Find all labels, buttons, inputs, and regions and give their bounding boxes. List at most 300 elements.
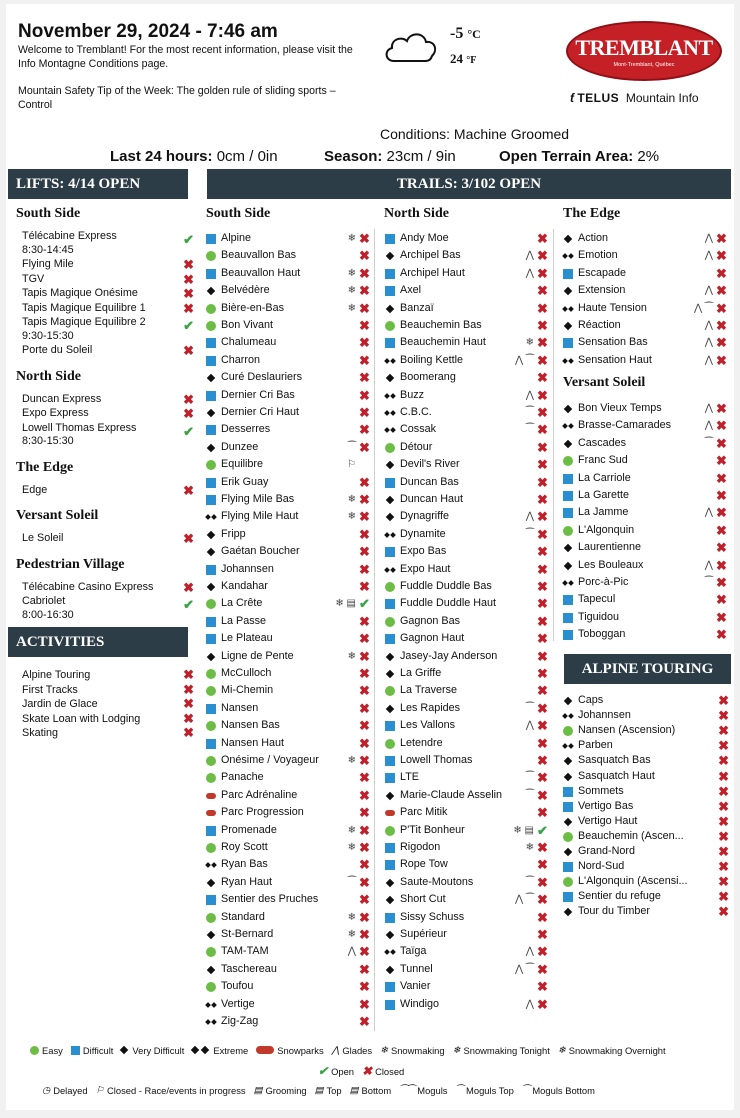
trail-row[interactable] — [385, 961, 550, 978]
trail-name: Parc Progression — [221, 806, 304, 819]
trail-row[interactable] — [385, 613, 550, 630]
closed-x-icon: ✖ — [718, 889, 729, 905]
trail-row[interactable] — [563, 504, 729, 521]
trail-row[interactable] — [206, 648, 372, 665]
trail-row[interactable] — [206, 439, 372, 456]
trail-row[interactable] — [206, 926, 372, 943]
closed-x-icon: ✖ — [537, 492, 548, 507]
trail-condition-icon: ⋀ — [347, 946, 356, 958]
alpine-row[interactable] — [563, 844, 729, 859]
extreme-icon — [206, 512, 216, 522]
trail-row[interactable] — [385, 595, 550, 612]
lift-item[interactable] — [22, 581, 194, 595]
trail-row[interactable] — [206, 456, 372, 473]
trail-row[interactable] — [385, 996, 550, 1013]
trail-row[interactable] — [385, 387, 550, 404]
legend-moguls-bottom — [522, 1084, 595, 1096]
trail-row[interactable] — [206, 943, 372, 960]
closed-x-icon: ✖ — [359, 613, 370, 629]
very-difficult-icon — [385, 895, 395, 905]
trail-row[interactable] — [206, 787, 372, 804]
trail-row[interactable] — [206, 300, 372, 317]
trail-name: Rope Tow — [400, 858, 448, 871]
terrain-stat — [499, 148, 659, 165]
trail-name: Les Bouleaux — [578, 558, 644, 571]
closed-x-icon: ✖ — [359, 405, 370, 420]
trail-row[interactable] — [206, 526, 372, 543]
closed-x-icon: ✖ — [359, 474, 370, 490]
very-difficult-icon — [385, 495, 395, 505]
trail-row[interactable] — [563, 452, 729, 469]
trail-row[interactable] — [563, 417, 729, 434]
closed-x-icon: ✖ — [359, 387, 370, 403]
lift-item[interactable] — [22, 316, 194, 343]
trail-name: Bon Vivant — [221, 319, 274, 331]
grooming-conditions: Conditions: Machine Groomed — [380, 126, 570, 142]
trail-name: Windigo — [400, 997, 440, 1010]
activity-item[interactable] — [22, 668, 194, 683]
closed-x-icon: ✖ — [537, 422, 548, 438]
lift-name: TGV — [22, 272, 45, 285]
trail-row[interactable] — [206, 856, 372, 873]
tremblant-logo[interactable] — [566, 21, 722, 81]
trail-row[interactable] — [563, 487, 729, 504]
welcome-text: Welcome to Tremblant! For the most recent information, please visit the Info Montagne Conditions page. — [18, 44, 353, 70]
very-difficult-icon — [385, 460, 395, 470]
difficult-icon — [563, 338, 573, 348]
trail-name: Curé Deslauriers — [221, 371, 303, 384]
temp-f-value: 24 — [450, 51, 463, 66]
closed-x-icon: ✖ — [537, 544, 548, 560]
trail-name: Axel — [400, 284, 422, 297]
trail-row[interactable] — [385, 456, 550, 473]
closed-x-icon: ✖ — [183, 300, 194, 316]
trail-name: Zig-Zag — [221, 1015, 259, 1027]
trail-name: La Crête — [221, 597, 263, 610]
trail-row[interactable] — [206, 561, 372, 578]
closed-x-icon: ✖ — [359, 648, 370, 664]
alpine-trail-name: Nord-Sud — [578, 860, 625, 873]
season-label: Season: — [324, 148, 383, 165]
alpine-row[interactable] — [563, 859, 729, 874]
trail-condition-icon: ⋀ — [704, 285, 713, 297]
difficult-icon — [206, 269, 216, 279]
difficult-icon — [385, 234, 395, 244]
trail-row[interactable] — [385, 474, 550, 491]
alpine-row[interactable] — [563, 829, 729, 844]
trail-row[interactable] — [563, 230, 729, 247]
closed-x-icon: ✖ — [718, 753, 729, 769]
trail-row[interactable] — [206, 334, 372, 351]
conditions-page — [6, 4, 734, 1110]
closed-x-icon: ✖ — [359, 422, 370, 438]
alpine-trail-name: Caps — [578, 694, 604, 706]
alpine-row[interactable] — [563, 799, 729, 814]
trail-row[interactable] — [563, 539, 729, 556]
trail-name: Desserres — [221, 423, 271, 436]
trail-condition-icon: ⋀ — [525, 250, 534, 262]
alpine-row[interactable] — [563, 889, 729, 904]
trail-row[interactable] — [206, 265, 372, 282]
trail-row[interactable] — [385, 230, 550, 247]
trail-row[interactable] — [385, 839, 550, 856]
trail-row[interactable] — [385, 561, 550, 578]
alpine-row[interactable] — [563, 904, 729, 919]
trail-row[interactable] — [563, 282, 729, 299]
season-in: 9in — [435, 148, 456, 165]
lift-item[interactable] — [22, 258, 194, 272]
trail-condition-icon: ⋀ ⁀ — [514, 963, 534, 975]
trail-row[interactable] — [206, 839, 372, 856]
very-difficult-icon — [385, 512, 395, 522]
alpine-row[interactable] — [563, 708, 729, 723]
trail-row[interactable] — [563, 300, 729, 317]
trail-row[interactable] — [206, 961, 372, 978]
very-difficult-icon — [563, 907, 573, 917]
closed-x-icon: ✖ — [537, 439, 548, 455]
closed-x-icon: ✖ — [537, 805, 548, 821]
trail-row[interactable] — [385, 300, 550, 317]
lift-item[interactable] — [22, 422, 194, 449]
closed-x-icon: ✖ — [718, 723, 729, 739]
very-difficult-icon — [206, 582, 216, 592]
trail-row[interactable] — [206, 752, 372, 769]
trail-row[interactable] — [206, 543, 372, 560]
trail-row[interactable] — [206, 613, 372, 630]
alpine-row[interactable] — [563, 693, 729, 708]
lift-name: Cabriolet — [22, 595, 66, 607]
snow-stats — [6, 148, 740, 170]
trail-row[interactable] — [385, 822, 550, 839]
trail-row[interactable] — [385, 978, 550, 995]
trail-condition-icon: ❄ — [525, 337, 534, 349]
trail-name: La Carriole — [578, 471, 631, 484]
trail-row[interactable] — [206, 282, 372, 299]
lift-item[interactable] — [22, 393, 194, 407]
trail-condition-icon: ⋀ ⁀ — [693, 302, 713, 314]
lift-item[interactable] — [22, 344, 194, 358]
lift-name: Flying Mile — [22, 258, 74, 270]
extreme-icon — [563, 251, 573, 261]
lift-hours: 8:30-14:45 — [22, 243, 74, 256]
very-difficult-icon — [206, 878, 216, 888]
closed-x-icon: ✖ — [183, 257, 194, 272]
trail-row[interactable] — [385, 787, 550, 804]
closed-x-icon: ✖ — [537, 405, 548, 420]
trail-row[interactable] — [385, 526, 550, 543]
trail-row[interactable] — [206, 822, 372, 839]
trail-row[interactable] — [385, 578, 550, 595]
lift-item[interactable] — [22, 532, 194, 546]
extreme-icon — [563, 578, 573, 588]
trail-row[interactable] — [206, 421, 372, 438]
trail-name: Dernier Cri Bas — [221, 388, 295, 401]
trail-row[interactable] — [385, 752, 550, 769]
legend-moguls — [399, 1084, 447, 1096]
trail-name: Archipel Haut — [400, 266, 465, 279]
trail-condition-icon: ⋀ ⁀ — [514, 354, 534, 366]
trail-condition-icon: ⁀ — [704, 577, 713, 588]
closed-x-icon: ✖ — [718, 768, 729, 784]
legend-overnight-label: Snowmaking Overnight — [568, 1044, 666, 1056]
trail-row[interactable] — [385, 508, 550, 525]
trail-condition-icon: ❄ — [347, 511, 356, 523]
easy-icon — [206, 843, 216, 853]
alpine-touring-header: ALPINE TOURING — [564, 654, 731, 684]
lift-item[interactable] — [22, 484, 194, 498]
extreme-icon — [385, 356, 395, 366]
trail-row[interactable] — [206, 891, 372, 908]
trail-condition-icon: ❄ — [347, 911, 356, 923]
extreme-icon — [191, 1046, 199, 1054]
trail-row[interactable] — [206, 996, 372, 1013]
trail-row[interactable] — [385, 247, 550, 264]
trail-row[interactable] — [563, 522, 729, 539]
very-difficult-icon — [206, 652, 216, 662]
trail-row[interactable] — [206, 578, 372, 595]
closed-x-icon: ✖ — [359, 579, 370, 594]
alpine-row[interactable] — [563, 769, 729, 784]
trail-row[interactable] — [206, 595, 372, 612]
closed-x-icon: ✖ — [183, 667, 194, 682]
trail-row[interactable] — [563, 609, 729, 626]
easy-icon — [563, 877, 573, 887]
closed-x-icon: ✖ — [359, 944, 370, 960]
trail-name: Saute-Moutons — [400, 875, 474, 888]
trail-name: Expo Haut — [400, 562, 451, 575]
trail-row[interactable] — [385, 265, 550, 282]
moguls-icon: ⁀⁀ — [399, 1084, 415, 1095]
trail-condition-icon: ⁀ — [525, 772, 534, 784]
trail-name: Nansen Bas — [221, 719, 280, 732]
trail-row[interactable] — [385, 352, 550, 369]
trail-name: Cossak — [400, 423, 437, 436]
trail-row[interactable] — [563, 247, 729, 264]
trail-condition-icon: ❄ — [347, 755, 356, 766]
activity-item[interactable] — [22, 726, 194, 741]
alpine-row[interactable] — [563, 738, 729, 753]
terrain-pct: 2% — [637, 148, 660, 165]
trail-row[interactable] — [385, 943, 550, 960]
trail-row[interactable] — [385, 909, 550, 926]
trail-row[interactable] — [385, 421, 550, 438]
trail-condition-icon: ❄ — [347, 824, 356, 836]
trail-row[interactable] — [206, 717, 372, 734]
closed-x-icon: ✖ — [359, 265, 370, 281]
trail-condition-icon: ⋀ — [704, 403, 713, 414]
trail-row[interactable] — [206, 1013, 372, 1030]
trail-name: Dynagriffe — [400, 510, 450, 523]
difficult-icon — [385, 860, 395, 870]
glades-icon: ⋀ — [331, 1044, 340, 1055]
trail-name: Taïga — [400, 945, 427, 958]
trail-row[interactable] — [206, 317, 372, 334]
trail-row[interactable] — [206, 874, 372, 891]
closed-x-icon: ✖ — [537, 509, 548, 525]
trail-row[interactable] — [385, 630, 550, 647]
trail-name: LTE — [400, 771, 419, 784]
closed-x-icon: ✖ — [718, 783, 729, 799]
trail-name: Chalumeau — [221, 336, 277, 349]
trail-row[interactable] — [385, 648, 550, 665]
trail-row[interactable] — [206, 491, 372, 508]
difficult-icon — [563, 491, 573, 501]
trail-row[interactable] — [206, 404, 372, 421]
trail-row[interactable] — [385, 874, 550, 891]
trail-row[interactable] — [563, 591, 729, 608]
alpine-row[interactable] — [563, 784, 729, 799]
temp-f-unit: °F — [466, 55, 477, 66]
trail-name: Sensation Bas — [578, 336, 648, 349]
trail-row[interactable] — [563, 435, 729, 452]
trail-condition-icon: ⁀ — [525, 789, 534, 801]
trail-row[interactable] — [206, 909, 372, 926]
trail-row[interactable] — [385, 317, 550, 334]
trail-row[interactable] — [385, 804, 550, 821]
trail-row[interactable] — [385, 282, 550, 299]
trail-row[interactable] — [385, 369, 550, 386]
trail-row[interactable] — [206, 769, 372, 786]
trail-row[interactable] — [385, 404, 550, 421]
trail-condition-icon: ❄ — [347, 650, 356, 662]
trail-row[interactable] — [563, 317, 729, 334]
easy-icon — [30, 1046, 39, 1055]
trail-row[interactable] — [385, 735, 550, 752]
trail-row[interactable] — [206, 804, 372, 821]
trail-condition-icon: ⋀ — [704, 320, 713, 331]
closed-x-icon: ✖ — [537, 927, 548, 942]
trail-row[interactable] — [206, 230, 372, 247]
trail-row[interactable] — [206, 508, 372, 525]
lift-item[interactable] — [22, 287, 194, 301]
trail-row[interactable] — [385, 891, 550, 908]
trail-row[interactable] — [206, 665, 372, 682]
trail-condition-icon: ❄ — [347, 285, 356, 297]
trail-row[interactable] — [206, 474, 372, 491]
trail-name: Devil's River — [400, 458, 460, 471]
lift-item[interactable] — [22, 230, 194, 257]
closed-x-icon: ✖ — [183, 286, 194, 301]
trail-condition-icon: ❄ ▤ — [335, 598, 356, 610]
trail-row[interactable] — [206, 352, 372, 369]
closed-x-icon: ✖ — [537, 718, 548, 734]
trail-row[interactable] — [385, 665, 550, 682]
trail-row[interactable] — [563, 574, 729, 591]
trail-condition-icon: ⋀ — [525, 267, 534, 279]
open-check-icon: ✔ — [183, 597, 194, 612]
trail-row[interactable] — [206, 682, 372, 699]
closed-x-icon: ✖ — [537, 874, 548, 890]
trail-row[interactable] — [206, 978, 372, 995]
trail-row[interactable] — [385, 717, 550, 734]
closed-x-icon: ✖ — [537, 387, 548, 403]
closed-x-icon: ✖ — [359, 753, 370, 768]
trail-row[interactable] — [563, 352, 729, 369]
trail-row[interactable] — [385, 491, 550, 508]
trail-name: Flying Mile Haut — [221, 510, 299, 523]
legend-tonight-label: Snowmaking Tonight — [463, 1044, 550, 1056]
closed-x-icon: ✖ — [716, 401, 727, 416]
trail-row[interactable] — [385, 682, 550, 699]
closed-x-icon: ✖ — [537, 770, 548, 786]
trail-row[interactable] — [206, 387, 372, 404]
easy-icon — [206, 686, 216, 696]
closed-x-icon: ✖ — [537, 613, 548, 629]
lift-item[interactable] — [22, 595, 194, 622]
trail-condition-icon: ⋀ — [704, 507, 713, 519]
lift-item[interactable] — [22, 273, 194, 287]
very-difficult-icon — [385, 304, 395, 314]
closed-x-icon: ✖ — [718, 813, 729, 829]
closed-x-icon: ✖ — [716, 283, 727, 299]
difficult-icon — [385, 338, 395, 348]
trail-row[interactable] — [385, 926, 550, 943]
trail-row[interactable] — [563, 626, 729, 643]
very-difficult-icon — [563, 543, 573, 553]
alpine-row[interactable] — [563, 723, 729, 738]
trail-row[interactable] — [385, 769, 550, 786]
legend-snowparks-label: Snowparks — [277, 1044, 324, 1056]
activity-item[interactable] — [22, 697, 194, 712]
difficult-icon — [206, 356, 216, 366]
trail-name: Rigodon — [400, 841, 441, 853]
trail-row[interactable] — [385, 700, 550, 717]
closed-x-icon: ✖ — [718, 693, 729, 708]
activity-item[interactable] — [22, 712, 194, 727]
alpine-trail-name: Sasquatch Haut — [578, 769, 655, 782]
trail-name: Equilibre — [221, 458, 264, 471]
closed-x-icon: ✖ — [716, 557, 727, 573]
season-cm: 23cm — [386, 148, 424, 165]
column-divider — [553, 229, 554, 641]
trail-row[interactable] — [563, 557, 729, 574]
report-date: November 29, 2024 - 7:46 am — [18, 21, 278, 42]
last24-in: 0in — [257, 148, 278, 165]
trail-row[interactable] — [206, 247, 372, 264]
trail-row[interactable] — [563, 400, 729, 417]
difficult-icon — [563, 613, 573, 623]
snowmaking-overnight-icon: ❄ — [557, 1044, 566, 1055]
trail-row[interactable] — [563, 265, 729, 282]
snowpark-icon — [385, 810, 395, 816]
trail-name: Belvédère — [221, 284, 270, 297]
trail-name: Tunnel — [400, 962, 433, 975]
trail-row[interactable] — [206, 735, 372, 752]
legend-race-label: Closed - Race/events in progress — [107, 1084, 246, 1096]
open-check-icon: ✔ — [183, 232, 194, 247]
lift-item[interactable] — [22, 407, 194, 421]
trail-row[interactable] — [385, 856, 550, 873]
trail-row[interactable] — [385, 543, 550, 560]
open-check-icon: ✔ — [183, 423, 194, 439]
alpine-row[interactable] — [563, 753, 729, 768]
trail-row[interactable] — [206, 630, 372, 647]
trail-row[interactable] — [206, 369, 372, 386]
alpine-row[interactable] — [563, 814, 729, 829]
trail-row[interactable] — [385, 334, 550, 351]
lift-item[interactable] — [22, 302, 194, 316]
trail-row[interactable] — [563, 334, 729, 351]
very-difficult-icon — [385, 704, 395, 714]
closed-x-icon: ✖ — [716, 231, 727, 246]
trail-name: La Traverse — [400, 684, 458, 697]
trail-row[interactable] — [563, 470, 729, 487]
trail-condition-icon: ⁀ — [347, 876, 356, 888]
alpine-row[interactable] — [563, 874, 729, 889]
trail-row[interactable] — [385, 439, 550, 456]
trail-row[interactable] — [206, 700, 372, 717]
activity-item[interactable] — [22, 683, 194, 698]
